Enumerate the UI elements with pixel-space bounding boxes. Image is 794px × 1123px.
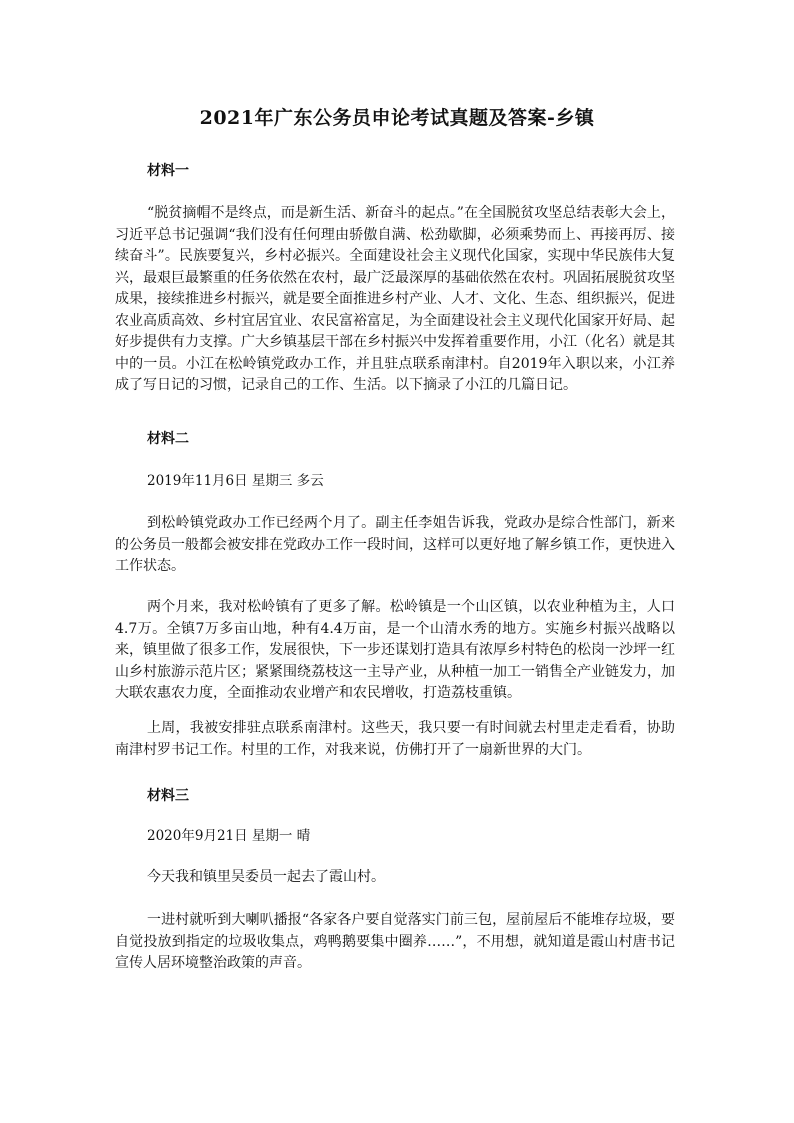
section-heading-2: 材料二	[147, 431, 189, 447]
section-3-paragraph-1: 今天我和镇里吴委员一起去了霞山村。	[147, 869, 385, 885]
document-title: 2021年广东公务员申论考试真题及答案-乡镇	[199, 107, 595, 129]
section-2-dateline: 2019年11月6日 星期三 多云	[147, 473, 324, 489]
section-3-dateline: 2020年9月21日 星期一 晴	[147, 828, 311, 844]
section-heading-3: 材料三	[147, 788, 189, 804]
section-2-paragraph-1: 到松岭镇党政办工作已经两个月了。副主任李姐告诉我，党政办是综合性部门，新来的公务员一般都会被安排在党政办工作一段时间，这样可以更好地了解乡镇工作，更快进入工作状态。	[115, 515, 675, 574]
section-heading-1: 材料一	[147, 163, 189, 179]
section-2-paragraph-3: 上周，我被安排驻点联系南津村。这些天，我只要一有时间就去村里走走看看，协助南津村罗书记工作。村里的工作，对我来说，仿佛打开了一扇新世界的大门。	[115, 720, 675, 758]
section-1-paragraph-1: “脱贫摘帽不是终点，而是新生活、新奋斗的起点。”在全国脱贫攻坚总结表彰大会上，习近平总书记强调“我们没有任何理由骄傲自满、松劲歇脚，必须乘势而上、再接再厉、接续奋斗”。民族要复兴，乡村必振兴。全面建设社会主义现代化国家，实现中华民族伟大复兴，最艰巨最繁重的任务依然在农村，最广泛最深厚的基础依然在农村。巩固拓展脱贫攻坚成果，接续推进乡村振兴，就是要全面推进乡村产业、人才、文化、生态、组织振兴，促进农业高质高效、乡村宜居宜业、农民富裕富足，为全面建设社会主义现代化国家开好局、起好步提供有力支撑。广大乡镇基层干部在乡村振兴中发挥着重要作用，小江（化名）就是其中的一员。小江在松岭镇党政办工作，并且驻点联系南津村。自2019年入职以来，小江养成了写日记的习惯，记录自己的工作、生活。以下摘录了小江的几篇日记。	[115, 205, 675, 393]
section-3-paragraph-2: 一进村就听到大喇叭播报“各家各户要自觉落实门前三包，屋前屋后不能堆存垃圾，要自觉投放到指定的垃圾收集点，鸡鸭鹅要集中圈养……”，不用想，就知道是霞山村唐书记宣传人居环境整治政策的声音。	[115, 912, 675, 971]
section-2-paragraph-2: 两个月来，我对松岭镇有了更多了解。松岭镇是一个山区镇，以农业种植为主，人口4.7万。全镇7万多亩山地，种有4.4万亩，是一个山清水秀的地方。实施乡村振兴战略以来，镇里做了很多工作，发展很快，下一步还谋划打造具有浓厚乡村特色的松岗一沙坪一红山乡村旅游示范片区；紧紧围绕荔枝这一主导产业，从种植一加工一销售全产业链发力，加大联农惠农力度，全面推动农业增产和农民增收，打造荔枝重镇。	[115, 599, 675, 701]
